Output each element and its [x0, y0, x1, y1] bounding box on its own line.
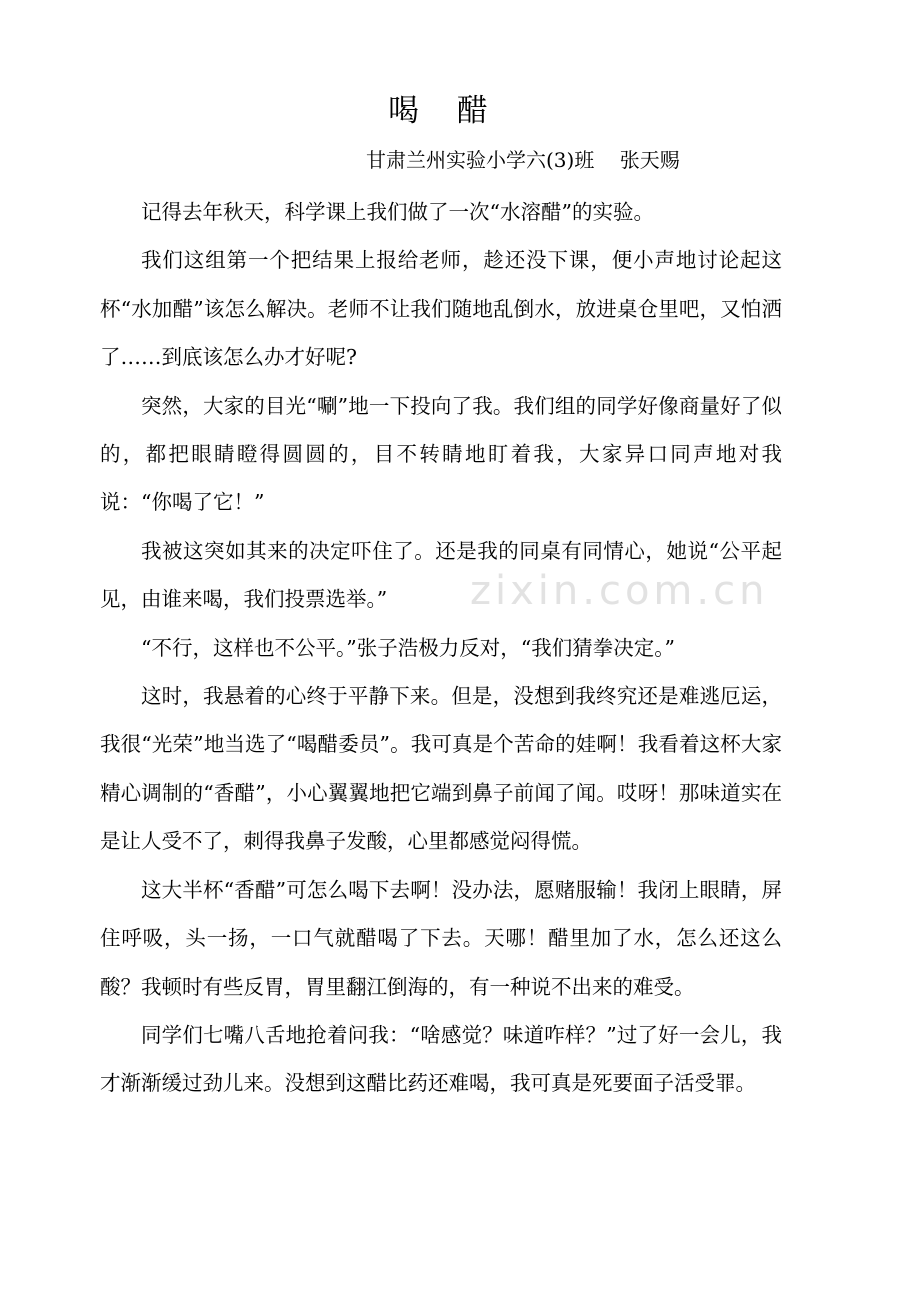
- essay-title: 喝 醋: [388, 93, 502, 129]
- paragraph: 我们这组第一个把结果上报给老师，趁还没下课，便小声地讨论起这杯“水加醋”该怎么解决。老师不让我们随地乱倒水，放进桌仓里吧，又怕洒了……到底该怎么办才好呢?: [100, 248, 782, 370]
- essay-body: [100, 188, 782, 1108]
- paragraph: 同学们七嘴八舌地抢着问我：“啥感觉？味道咋样？”过了好一会儿，我才渐渐缓过劲儿来。没想到这醋比药还难喝，我可真是死要面子活受罪。: [100, 1022, 782, 1096]
- author-byline: 甘肃兰州实验小学六(3)班 张天赐: [366, 148, 680, 172]
- watermark: zixin.com.cn: [470, 568, 769, 614]
- paragraph: 记得去年秋天，科学课上我们做了一次“水溶醋”的实验。: [141, 200, 654, 224]
- paragraph: 这大半杯“香醋”可怎么喝下去啊！没办法，愿赌服输！我闭上眼睛，屏住呼吸，头一扬，一口气就醋喝了下去。天哪！醋里加了水，怎么还这么酸？我顿时有些反胃，胃里翻江倒海的，有一种说不出来的难受。: [100, 877, 782, 999]
- paragraph: 突然，大家的目光“唰”地一下投向了我。我们组的同学好像商量好了似的，都把眼睛瞪得圆圆的，目不转睛地盯着我，大家异口同声地对我说：“你喝了它！”: [100, 393, 782, 515]
- paragraph: 我被这突如其来的决定吓住了。还是我的同桌有同情心，她说“公平起见，由谁来喝，我们投票选举。”: [100, 538, 782, 612]
- paragraph: 这时，我悬着的心终于平静下来。但是，没想到我终究还是难逃厄运，我很“光荣”地当选了“喝醋委员”。我可真是个苦命的娃啊！我看着这杯大家精心调制的“香醋”，小心翼翼地把它端到鼻子前闻了闻。哎呀！那味道实在是让人受不了，刺得我鼻子发酸，心里都感觉闷得慌。: [100, 684, 782, 854]
- paragraph: “不行，这样也不公平。”张子浩极力反对，“我们猜拳决定。”: [141, 635, 675, 660]
